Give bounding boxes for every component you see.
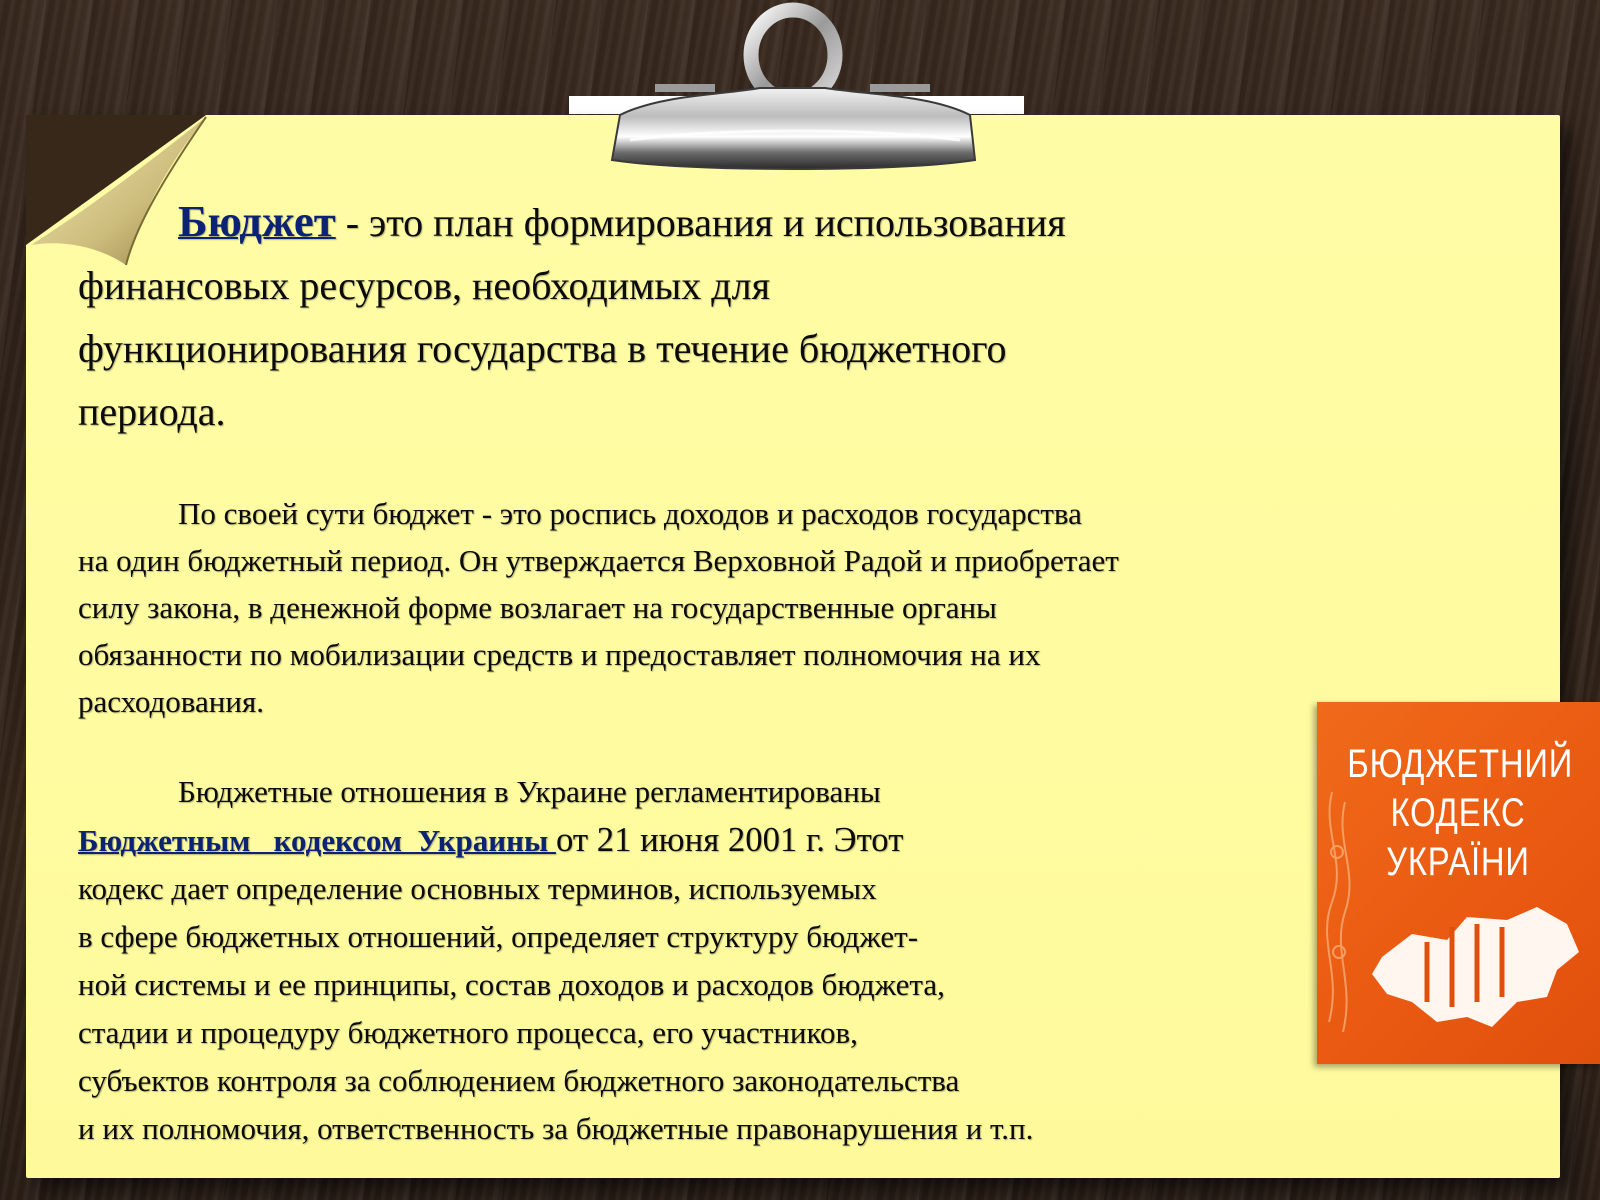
regulation-line-1: Бюджетные отношения в Украине регламентированы	[178, 774, 881, 809]
definition-line-3: функционирования государства в течение бюджетного	[78, 326, 1007, 371]
essence-paragraph	[78, 490, 1538, 725]
regulation-line-5: ной системы и ее принципы, состав доходов и расходов бюджета,	[78, 967, 945, 1002]
book-title	[1347, 740, 1574, 887]
regulation-paragraph	[78, 768, 1498, 1153]
budget-code-book-cover	[1317, 702, 1600, 1064]
regulation-line-3: кодекс дает определение основных терминов, используемых	[78, 871, 877, 906]
book-title-line-1: БЮДЖЕТНИЙ	[1347, 742, 1574, 786]
essence-line-2: на один бюджетный период. Он утверждается Верховной Радой и приобретает	[78, 543, 1119, 578]
definition-line-2: финансовых ресурсов, необходимых для	[78, 263, 770, 308]
regulation-date: от 21 июня 2001 г. Этот	[555, 820, 904, 859]
definition-paragraph	[78, 190, 1518, 443]
regulation-line-4: в сфере бюджетных отношений, определяет структуру бюджет-	[78, 919, 919, 954]
essence-line-3: силу закона, в денежной форме возлагает на государственные органы	[78, 590, 997, 625]
essence-line-4: обязанности по мобилизации средств и предоставляет полномочия на их	[78, 637, 1041, 672]
budget-code-link[interactable]: Бюджетным кодексом Украины	[78, 823, 556, 858]
regulation-line-7: субъектов контроля за соблюдением бюджетного законодательства	[78, 1063, 960, 1098]
regulation-line-6: стадии и процедуру бюджетного процесса, его участников,	[78, 1015, 858, 1050]
essence-line-1: По своей сути бюджет - это роспись доходов и расходов государства	[178, 496, 1082, 531]
book-title-line-2: КОДЕКС	[1390, 791, 1526, 835]
essence-line-5: расходования.	[78, 684, 264, 719]
budget-term-link[interactable]: Бюджет	[178, 196, 336, 246]
book-title-line-3: УКРАЇНИ	[1386, 840, 1530, 884]
definition-line-4: периода.	[78, 389, 226, 434]
definition-line-1: - это план формирования и использования	[335, 200, 1066, 245]
regulation-line-8: и их полномочия, ответственность за бюджетные правонарушения и т.п.	[78, 1111, 1034, 1146]
binder-clip-icon	[600, 0, 990, 175]
